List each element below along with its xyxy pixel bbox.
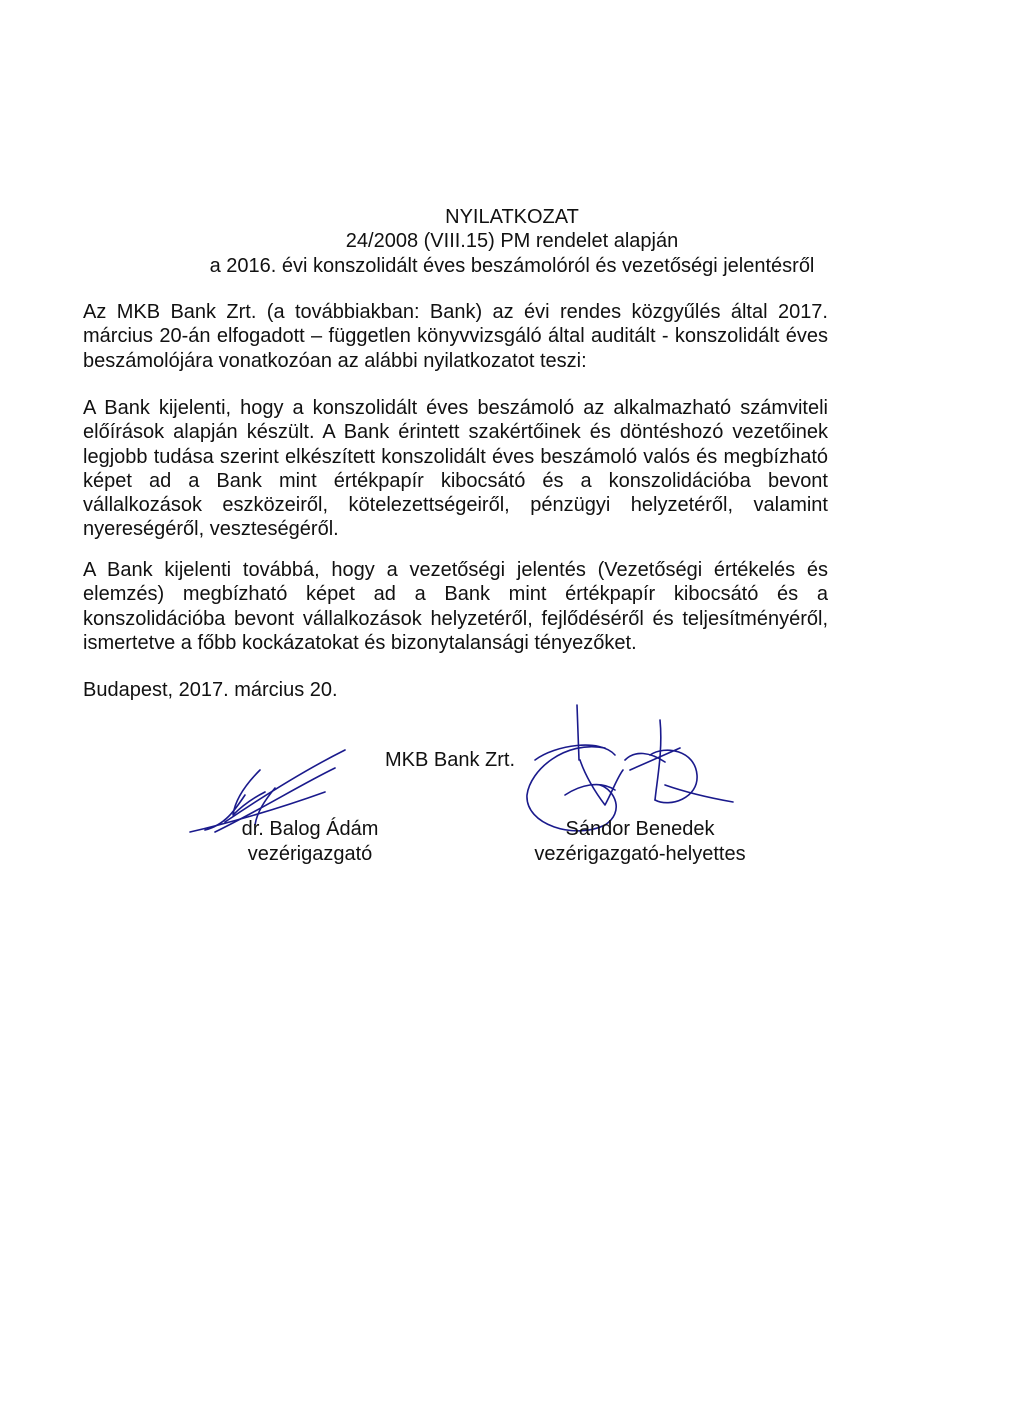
company-name: MKB Bank Zrt. [385, 749, 516, 771]
signer1-title: vezérigazgató [247, 843, 373, 865]
intro-paragraph: Az MKB Bank Zrt. (a továbbiakban: Bank) az évi rendes közgyűlés által 2017. március 20-án elfogadott – független könyvvizsgáló által auditált - konszolidált éves beszámolójára vonatkozóan az alábbi nyilatkozatot teszi: [83, 301, 828, 372]
statement-paragraph-management-report: A Bank kijelenti továbbá, hogy a vezetőségi jelentés (Vezetőségi értékelés és elemzés) megbízható képet ad a Bank mint értékpapír kibocsátó és a konszolidációba bevont vállalkozások helyzetéről, fejlődéséről és teljesítményéről, ismertetve a főbb kockázatokat és bizonytalansági tényezőket. [83, 559, 828, 654]
document-subtitle-regulation: 24/2008 (VIII.15) PM rendelet alapján [345, 230, 679, 252]
statement-paragraph-financial-report: A Bank kijelenti, hogy a konszolidált éves beszámoló az alkalmazható számviteli előírások alapján készült. A Bank érintett szakértőinek és döntéshozó vezetőinek legjobb tudása szerint elkészített konszolidált éves beszámoló valós és megbízható képet ad a Bank mint értékpapír kibocsátó és a konszolidációba bevont vállalkozások eszközeiről, kötelezettségeiről, pénzügyi helyzetéről, valamint nyereségéről, veszteségéről. [83, 397, 828, 541]
document-title: NYILATKOZAT [445, 206, 579, 228]
place-and-date: Budapest, 2017. március 20. [83, 679, 338, 701]
signer1-name: dr. Balog Ádám [241, 818, 379, 840]
signer2-title: vezérigazgató-helyettes [534, 843, 746, 865]
document-subtitle-subject: a 2016. évi konszolidált éves beszámolóról és vezetőségi jelentésről [209, 255, 815, 277]
signer2-name: Sándor Benedek [565, 818, 715, 840]
